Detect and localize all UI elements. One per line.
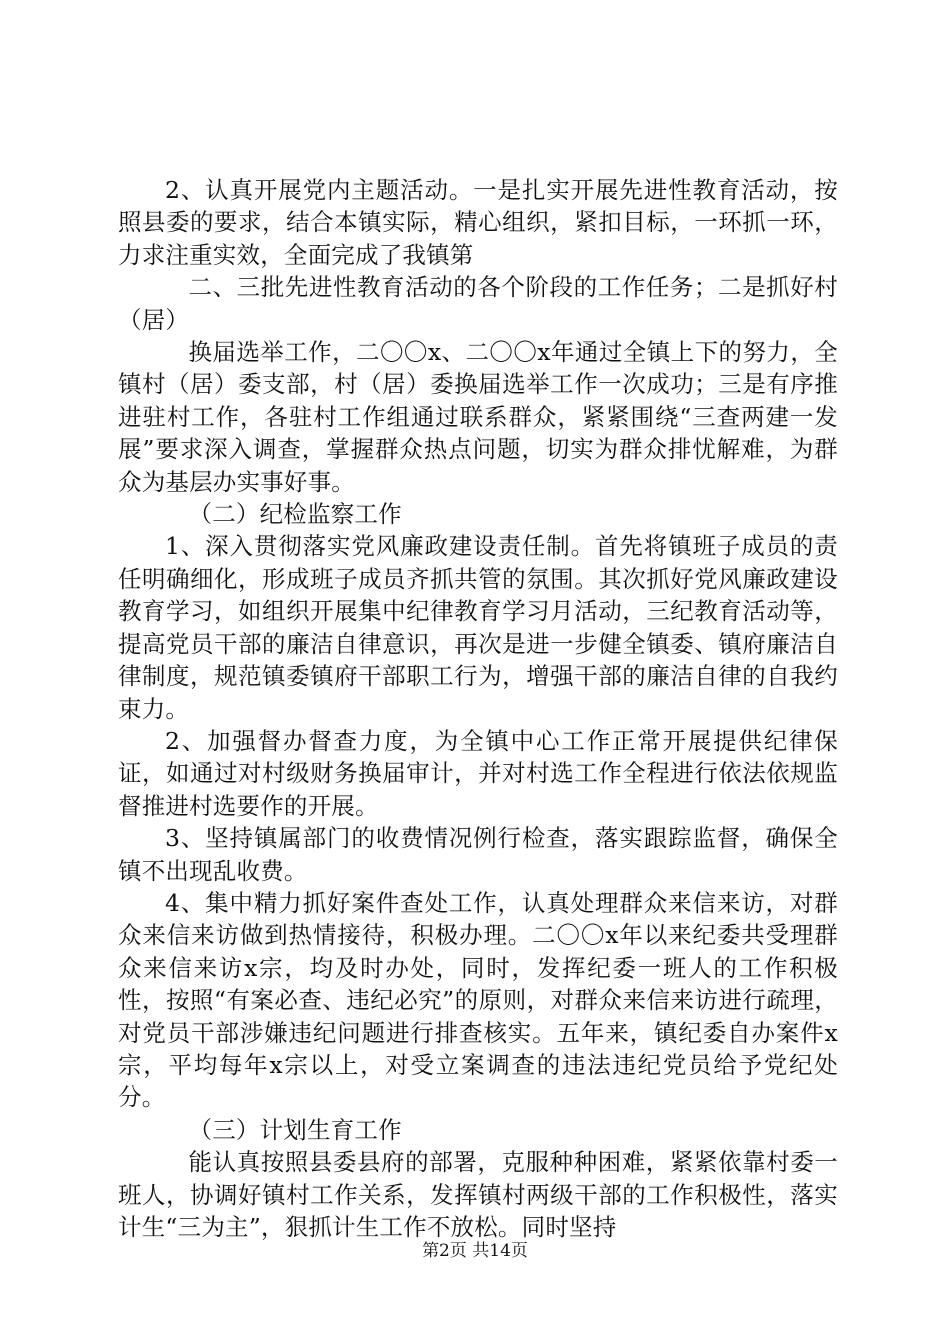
paragraph: 能认真按照县委县府的部署，克服种种困难，紧紧依靠村委一班人，协调好镇村工作关系，发挥镇村两级干部的工作积极性，落实计生“三为主”，狠抓计生工作不放松。同时坚持 (118, 1148, 838, 1241)
document-body (118, 174, 838, 1243)
section-heading: （三）计划生育工作 (188, 1115, 402, 1144)
paragraph: 1、深入贯彻落实党风廉政建设责任制。首先将镇班子成员的责任明确细化，形成班子成员齐抓共管的氛围。其次抓好党风廉政建设教育学习，如组织开展集中纪律教育学习月活动，三纪教育活动等，提高党员干部的廉洁自律意识，再次是进一步健全镇委、镇府廉洁自律制度，规范镇委镇府干部职工行为，增强干部的廉洁自律的自我约束力。 (118, 532, 838, 723)
paragraph: 4、集中精力抓好案件查处工作，认真处理群众来信来访，对群众来信来访做到热情接待，积极办理。二〇〇x年以来纪委共受理群众来信来访x宗，均及时办处，同时，发挥纪委一班人的工作积极性，按照“有案必查、违纪必究”的原则，对群众来信来访进行疏理，对党员干部涉嫌违纪问题进行排查核实。五年来，镇纪委自办案件x宗，平均每年x宗以上，对受立案调查的违法违纪党员给予党纪处分。 (118, 888, 838, 1112)
page-footer: 第2页 共14页 (422, 1241, 528, 1261)
paragraph: 2、加强督办督查力度，为全镇中心工作正常开展提供纪律保证，如通过对村级财务换届审计，并对村选工作全程进行依法依规监督推进村选要作的开展。 (118, 726, 838, 820)
paragraph: 换届选举工作，二〇〇x、二〇〇x年通过全镇上下的努力，全镇村（居）委支部，村（居）委换届选举工作一次成功；三是有序推进驻村工作，各驻村工作组通过联系群众，紧紧围绕“三查两建一发展”要求深入调查，掌握群众热点问题，切实为群众排忧解难，为群众为基层办实事好事。 (118, 338, 838, 496)
paragraph: 3、坚持镇属部门的收费情况例行检查，落实跟踪监督，确保全镇不出现乱收费。 (118, 824, 838, 885)
paragraph: 2、认真开展党内主题活动。一是扎实开展先进性教育活动，按照县委的要求，结合本镇实际，精心组织，紧扣目标，一环抓一环，力求注重实效，全面完成了我镇第 (118, 176, 838, 269)
paragraph: 二、三批先进性教育活动的各个阶段的工作任务；二是抓好村（居） (118, 273, 838, 334)
section-heading: （二）纪检监察工作 (188, 500, 402, 529)
